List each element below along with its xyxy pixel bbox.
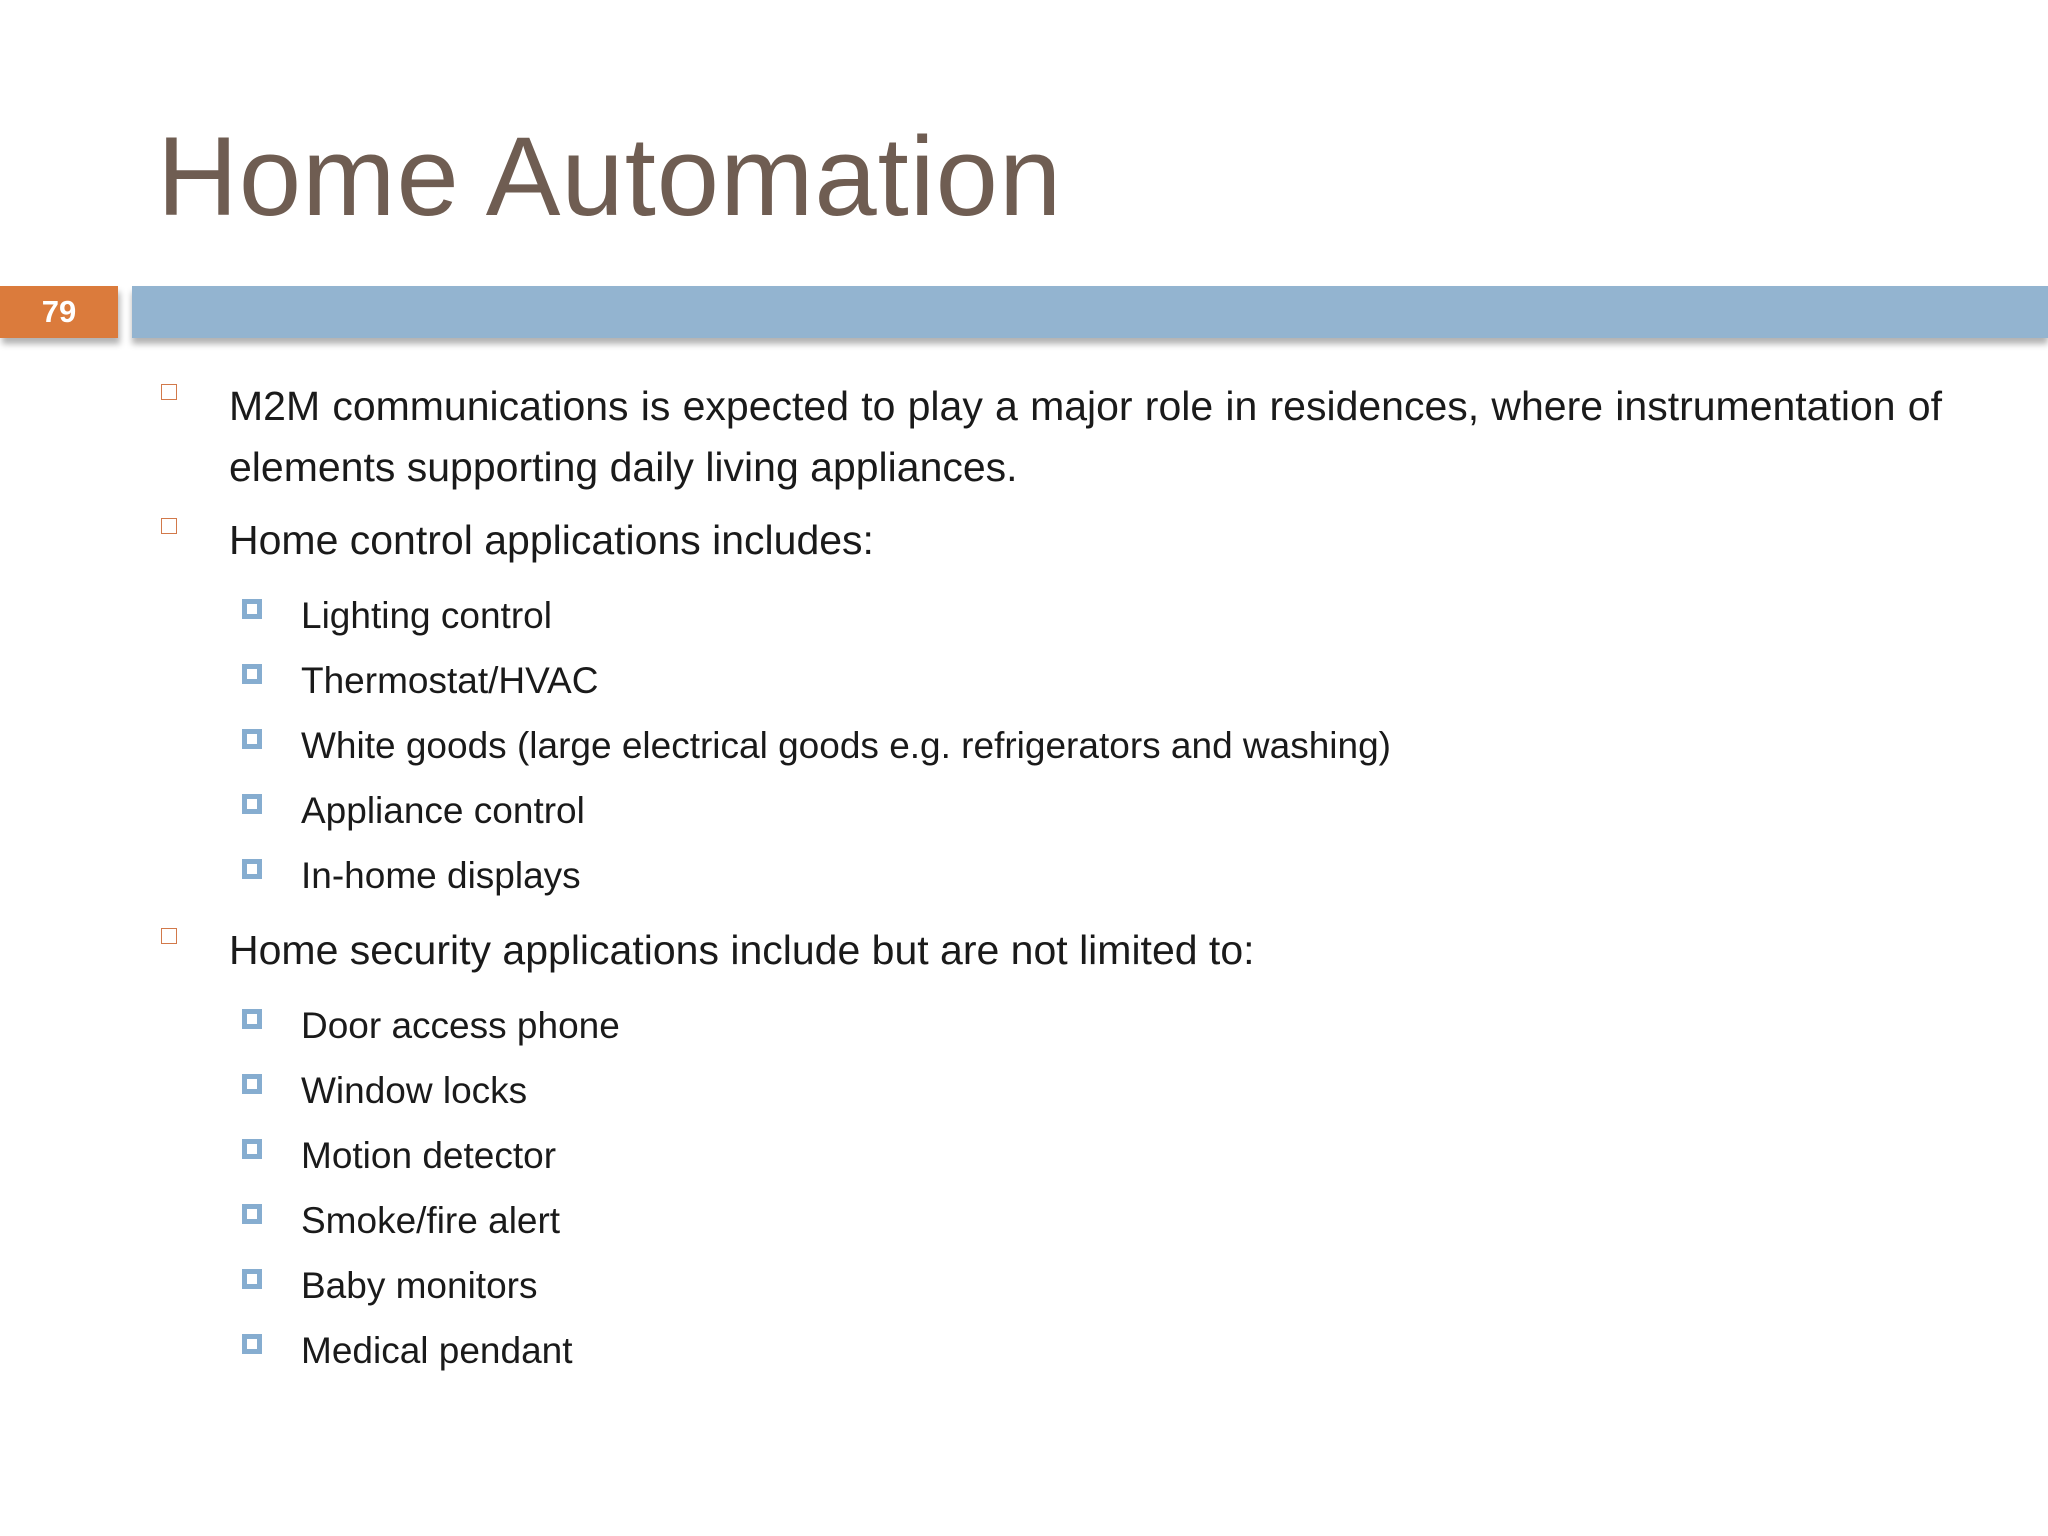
list-item-text: Lighting control (301, 595, 552, 636)
bullet-home-security (157, 920, 1942, 981)
bullet-text: Home control applications includes: (229, 517, 874, 563)
list-item-text: In-home displays (301, 855, 581, 896)
list-item (157, 843, 1942, 908)
list-item (157, 1318, 1942, 1383)
list-item-text: Medical pendant (301, 1330, 573, 1371)
slide-body (157, 376, 1942, 1395)
square-bullet-icon (242, 1139, 262, 1159)
list-item (157, 778, 1942, 843)
list-item (157, 1253, 1942, 1318)
list-item (157, 1188, 1942, 1253)
list-item (157, 713, 1942, 778)
slide-number: 79 (0, 286, 118, 338)
bullet-m2m-intro (157, 376, 1942, 498)
square-bullet-icon (242, 794, 262, 814)
list-item (157, 583, 1942, 648)
list-item-text: Baby monitors (301, 1265, 538, 1306)
title-divider (0, 286, 2048, 348)
square-bullet-icon (242, 1204, 262, 1224)
list-item-text: White goods (large electrical goods e.g. refrigerators and washing) (301, 725, 1392, 766)
bullet-text: Home security applications include but are not limited to: (229, 927, 1255, 973)
square-bullet-icon (242, 729, 262, 749)
list-item-text: Appliance control (301, 790, 585, 831)
list-item-text: Door access phone (301, 1005, 620, 1046)
square-bullet-icon (242, 1334, 262, 1354)
square-bullet-icon (242, 1074, 262, 1094)
list-item-text: Motion detector (301, 1135, 557, 1176)
square-bullet-icon (242, 1009, 262, 1029)
bullet-home-control (157, 510, 1942, 571)
square-bullet-icon (242, 859, 262, 879)
list-item (157, 648, 1942, 713)
list-item (157, 993, 1942, 1058)
bullet-text: M2M communications is expected to play a major role in residences, where instrumentation of elements supporting daily living appliances. (229, 383, 1942, 490)
list-item-text: Window locks (301, 1070, 528, 1111)
square-bullet-icon (161, 518, 177, 534)
square-bullet-icon (161, 384, 177, 400)
square-bullet-icon (242, 1269, 262, 1289)
list-item-text: Smoke/fire alert (301, 1200, 561, 1241)
square-bullet-icon (242, 599, 262, 619)
home-security-list (157, 993, 1942, 1383)
slide-title: Home Automation (157, 114, 1063, 239)
square-bullet-icon (242, 664, 262, 684)
list-item (157, 1058, 1942, 1123)
list-item-text: Thermostat/HVAC (301, 660, 599, 701)
list-item (157, 1123, 1942, 1188)
title-bar (132, 286, 2048, 338)
home-control-list (157, 583, 1942, 908)
square-bullet-icon (161, 928, 177, 944)
